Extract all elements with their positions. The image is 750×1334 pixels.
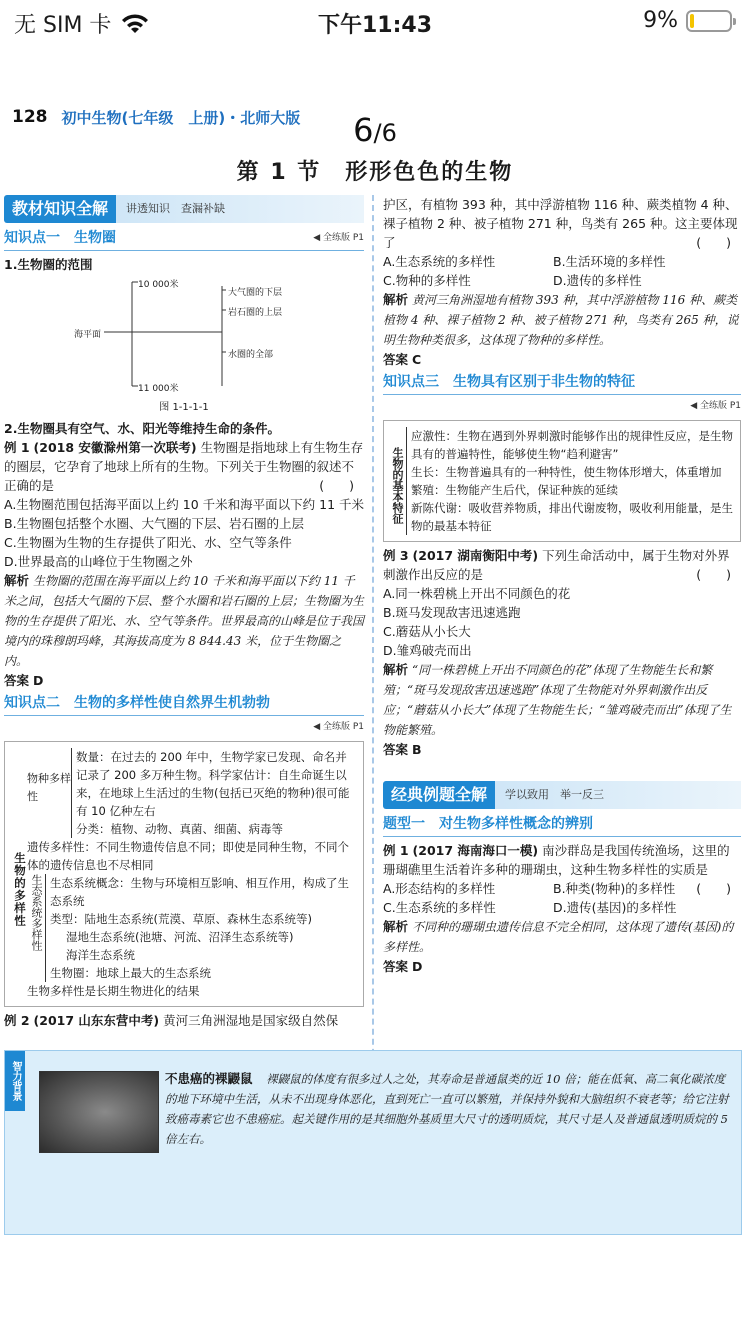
ex4-answer-label: 答案 (383, 959, 409, 974)
right-column (383, 195, 741, 976)
traits-content (406, 427, 734, 535)
example-1 (4, 438, 364, 495)
ex1-source: (2018 安徽滁州第一次联考) (33, 440, 197, 455)
ex1-stem: 生物圈是指地球上有生物生存的圈层，它孕育了地球上所有的生物。下列关于生物圈的叙述不正确的是 (4, 440, 364, 493)
ex4-option-b: B.种类(物种)的多样性 (553, 881, 676, 896)
ex3-option-c: C.蘑菇从小长大 (383, 624, 471, 639)
ex2-options-row-2 (383, 271, 741, 290)
ex1-analysis-text: 生物圈的范围在海平面以上约 10 千米和海平面以下约 11 千米之间，包括大气圈的下层、整个水圈和岩石圈的上层；生物圈为生物的生存提供了阳光、水、空气等条件。世界最高的山峰是位于我国境内的珠穆朗玛峰，其海拔高度为 8 844.43 米，位于生物圈之内。 (4, 574, 365, 668)
tree-eco-type-2: 湿地生态系统(池塘、河流、沼泽生态系统等) (66, 930, 294, 944)
ex3-option-d: D.雏鸡破壳而出 (383, 643, 472, 658)
status-bar (0, 0, 750, 40)
ex1-option-c: C.生物圈为生物的生存提供了阳光、水、空气等条件 (4, 535, 292, 550)
banner-subtitle: 讲透知识 查漏补缺 (116, 195, 364, 223)
ex3-analysis (383, 660, 741, 740)
kp1-ref: ◀ 全练版 P1 (313, 233, 364, 243)
status-right (643, 8, 732, 33)
ex2-option-a: A.生态系统的多样性 (383, 254, 496, 269)
ex3-paren: ( ) (696, 567, 731, 582)
ex2-option-c: C.物种的多样性 (383, 273, 471, 288)
ex3-analysis-text: “同一株碧桃上开出不同颜色的花”体现了生物能生长和繁殖；“斑马发现敌害迅速逃跑”体现了生物能对外界刺激作出反应；“蘑菇从小长大”体现了生物能生长；“雏鸡破壳而出”体现了生物能繁殖。 (383, 663, 732, 737)
ex4-analysis (383, 917, 741, 957)
diagram-bottom-label: 11 000米 (138, 384, 179, 394)
ex2-paren: ( ) (696, 235, 731, 250)
banner2-tag: 经典例题全解 (383, 781, 495, 809)
ex2-answer-value: C (412, 352, 422, 367)
ex4-source: (2017 海南海口一模) (412, 843, 539, 858)
diagram-water-label: 水圈的全部 (228, 350, 274, 360)
trait-1: 应激性：生物在遇到外界刺激时能够作出的规律性反应，是生物具有的普遍特性，能够使生物“趋利避害” (411, 429, 733, 461)
document-page[interactable] (0, 95, 750, 1238)
page-counter-current: 6 (353, 111, 374, 149)
figure-caption: 图 1-1-1-1 (159, 402, 209, 413)
ex4-option-c: C.生态系统的多样性 (383, 900, 496, 915)
fun-fact-box (4, 1050, 742, 1235)
ex1-paren: ( ) (319, 478, 354, 493)
tree-eco-content (45, 874, 357, 982)
tree-root: 生物的多样性 (13, 852, 27, 927)
type1-title-text: 题型一 对生物多样性概念的辨别 (383, 816, 593, 832)
biosphere-diagram-lines (4, 276, 364, 396)
trait-3: 繁殖：生物能产生后代，保证种族的延续 (411, 483, 618, 497)
fun-fact-body: 裸鼹鼠的体度有很多过人之处，其寿命是普通鼠类的近 10 倍；能在低氧、高二氧化碳浓度的地下环境中生活，从未不出现身体恶化，直到死亡一直可以繁殖，并保持外貌和大脑组织不衰老等；给它注射致癌毒素它也不患癌症。起关键作用的是其细胞外基质里大尺寸的透明质烷，其尺寸是人及普通鼠透明质烷的 5 倍左右。 (165, 1072, 729, 1146)
tree-genetic: 遗传多样性：不同生物遗传信息不同；即使是同种生物，不同个体的遗传信息也不尽相同 (27, 840, 349, 872)
tree-eco-label: 生态系统多样性 (30, 874, 43, 951)
left-column (4, 195, 364, 1030)
tree-species-branch (27, 748, 357, 838)
ex4-analysis-label: 解析 (383, 919, 409, 934)
tree-species-count: 数量：在过去的 200 年中，生物学家已发现、命名并记录了 200 多万种生物。科学家估计：自生命诞生以来，在地球上生活过的生物(包括已灭绝的物种)很可能有 10 亿种左右 (76, 750, 350, 818)
kp1-item-2: 2.生物圈具有空气、水、阳光等维持生命的条件。 (4, 421, 280, 436)
tree-eco-biosphere: 生物圈：地球上最大的生态系统 (50, 966, 211, 980)
ex4-option-a: A.形态结构的多样性 (383, 881, 496, 896)
tree-eco-type-1: 类型：陆地生态系统(荒漠、草原、森林生态系统等) (50, 912, 312, 926)
ex2-stem: 黄河三角洲湿地是国家级自然保 (163, 1013, 339, 1028)
ex1-answer-value: D (33, 673, 44, 688)
ex4-stem: 南沙群岛是我国传统渔场，这里的珊瑚礁里生活着许多种的珊瑚虫，这种生物多样性的实质是 (383, 843, 730, 877)
trait-4: 新陈代谢：吸收营养物质，排出代谢废物，吸收利用能量，是生物的最基本特征 (411, 501, 733, 533)
biodiversity-tree (4, 741, 364, 1007)
ex4-label: 例 1 (383, 843, 409, 858)
diagram-atm-label: 大气圈的下层 (228, 288, 283, 298)
ex2-analysis-label: 解析 (383, 292, 409, 307)
ex2-label: 例 2 (4, 1013, 30, 1028)
column-divider (372, 195, 374, 1095)
status-time: 下午11:43 (317, 13, 433, 38)
ex2-continued (383, 195, 741, 252)
diagram-sea-label: 海平面 (74, 330, 102, 340)
kp3-ref: ◀ 全练版 P1 (690, 401, 741, 411)
ex2-option-b: B.生活环境的多样性 (553, 254, 666, 269)
example-2-start (4, 1011, 364, 1030)
fun-fact-side-tag: 智力背景 (5, 1051, 25, 1111)
ex1-option-a: A.生物圈范围包括海平面以上约 10 千米和海平面以下约 11 千米 (4, 497, 365, 512)
ex4-answer (383, 957, 741, 976)
ex1-analysis (4, 571, 364, 671)
knowledge-point-1-title (4, 229, 364, 251)
ex4-options-row-2 (383, 898, 741, 917)
tree-eco-type-3: 海洋生态系统 (66, 948, 135, 962)
ex2-source: (2017 山东东营中考) (33, 1013, 160, 1028)
fun-fact-text (165, 1069, 735, 1149)
kp2-ref: ◀ 全练版 P1 (313, 722, 364, 732)
fun-fact-title: 不患癌的裸鼹鼠 (165, 1071, 253, 1086)
ex2-options-row-1 (383, 252, 741, 271)
banner2-subtitle: 学以致用 举一反三 (495, 781, 741, 809)
ex4-analysis-text: 不同种的珊瑚虫遗传信息不完全相同，这体现了遗传(基因)的多样性。 (383, 920, 734, 954)
ex3-option-a: A.同一株碧桃上开出不同颜色的花 (383, 586, 571, 601)
battery-percent: 9% (643, 8, 678, 33)
ex1-answer (4, 671, 364, 690)
ex2-answer (383, 350, 741, 369)
traits-tree (383, 420, 741, 542)
carrier-label: 无 SIM 卡 (14, 13, 112, 38)
ex1-analysis-label: 解析 (4, 573, 30, 588)
ex3-answer (383, 740, 741, 759)
knowledge-point-3-title (383, 373, 741, 395)
type-1-title (383, 815, 741, 837)
trait-2: 生长：生物普遍具有的一种特性，使生物体形增大，体重增加 (411, 465, 722, 479)
ex4-paren: ( ) (696, 881, 731, 896)
ex3-answer-value: B (412, 742, 422, 757)
traits-root: 生物的基本特征 (391, 447, 404, 524)
ex2-cont-text: 护区，有植物 393 种，其中浮游植物 116 种、蕨类植物 4 种、裸子植物 2 种、被子植物 271 种，鸟类有 265 种。这主要体现了 (383, 197, 738, 250)
kp3-title-text: 知识点三 生物具有区别于非生物的特征 (383, 374, 635, 390)
kp1-title-text: 知识点一 生物圈 (4, 230, 116, 246)
ex4-answer-value: D (412, 959, 423, 974)
ex2-answer-label: 答案 (383, 352, 409, 367)
ex3-option-b: B.斑马发现敌害迅速逃跑 (383, 605, 521, 620)
ex2-option-d: D.遗传的多样性 (553, 273, 642, 288)
ex3-analysis-label: 解析 (383, 662, 409, 677)
ex1-answer-label: 答案 (4, 673, 30, 688)
page-counter (0, 111, 750, 149)
kp2-title-text: 知识点二 生物的多样性使自然界生机勃勃 (4, 695, 270, 711)
knowledge-banner (4, 195, 364, 223)
tree-species-class: 分类：植物、动物、真菌、细菌、病毒等 (76, 822, 283, 836)
ex4-option-d: D.遗传(基因)的多样性 (553, 900, 677, 915)
ex3-label: 例 3 (383, 548, 409, 563)
classic-banner (383, 781, 741, 809)
battery-icon (686, 10, 732, 32)
section-title: 第 1 节 形形色色的生物 (236, 160, 514, 185)
tree-result: 生物多样性是长期生物进化的结果 (27, 984, 200, 998)
ex2-analysis-text: 黄河三角洲湿地有植物 393 种，其中浮游植物 116 种、蕨类植物 4 种、裸子植物 2 种、被子植物 271 种，鸟类有 265 种，说明生物种类很多，这体现了物种的多样性。 (383, 293, 739, 347)
ex3-stem: 下列生命活动中，属于生物对外界刺激作出反应的是 (383, 548, 730, 582)
diagram-rock-label: 岩石圈的上层 (228, 308, 283, 318)
tree-species-content (71, 748, 357, 838)
naked-mole-rat-photo (39, 1071, 159, 1153)
banner-tag: 教材知识全解 (4, 195, 116, 223)
tree-eco-concept: 生态系统概念：生物与环境相互影响、相互作用，构成了生态系统 (50, 876, 349, 908)
kp1-item-1: 1.生物圈的范围 (4, 257, 93, 272)
example-3 (383, 546, 741, 584)
ex4-options-row-1 (383, 879, 696, 898)
biosphere-diagram (4, 276, 364, 396)
ex1-option-b: B.生物圈包括整个水圈、大气圈的下层、岩石圈的上层 (4, 516, 305, 531)
ex3-answer-label: 答案 (383, 742, 409, 757)
ex1-label: 例 1 (4, 440, 30, 455)
knowledge-point-2-title (4, 694, 364, 716)
diagram-top-label: 10 000米 (138, 280, 179, 290)
tree-species-label: 物种多样性 (27, 772, 71, 803)
ex2-analysis (383, 290, 741, 350)
page-number: 128 (12, 107, 48, 127)
ex1-option-d: D.世界最高的山峰位于生物圈之外 (4, 554, 193, 569)
book-title: 初中生物(七年级 上册)・北师大版 (61, 109, 301, 127)
page-counter-total: /6 (373, 119, 397, 147)
ex3-source: (2017 湖南衡阳中考) (412, 548, 539, 563)
tree-eco-branch (27, 874, 357, 982)
